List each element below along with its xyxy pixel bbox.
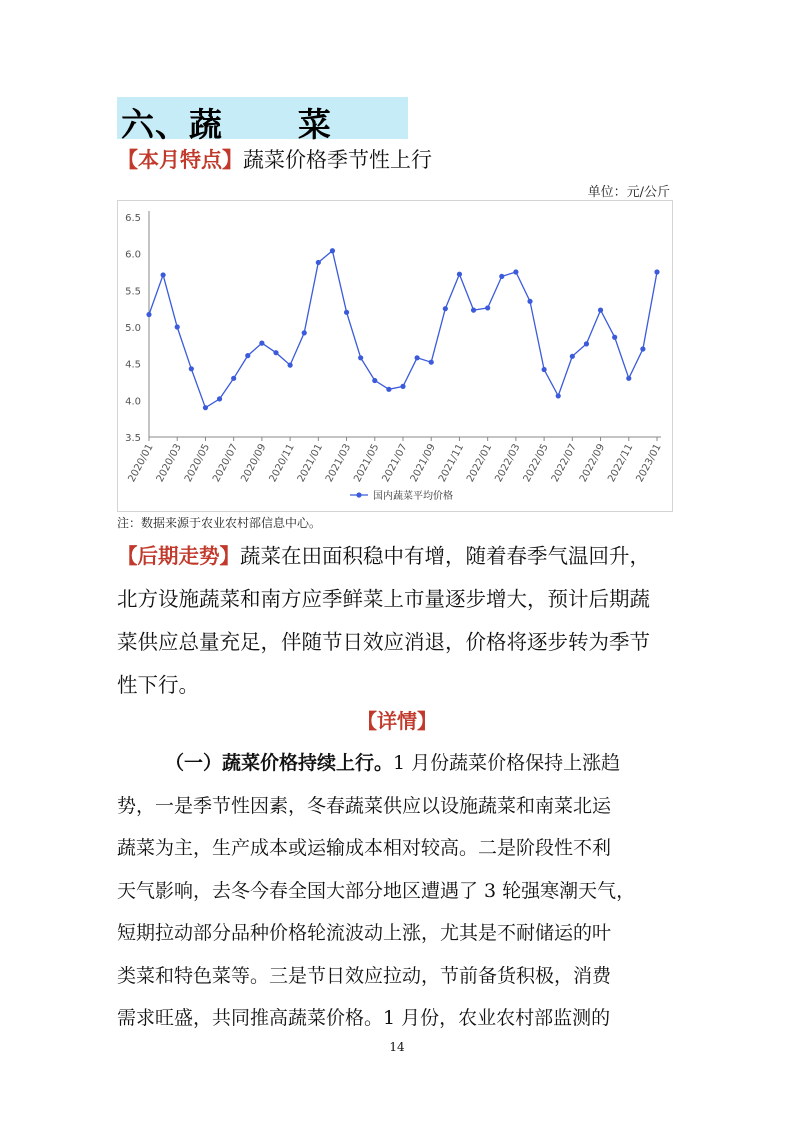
x-tick-label: 2020/11	[267, 442, 297, 485]
y-tick-label: 5.0	[125, 323, 141, 334]
details-line-4: 天气影响，去冬今春全国大部分地区遭遇了 3 轮强寒潮天气，	[117, 879, 636, 902]
data-point	[612, 335, 617, 340]
trend-line-4: 性下行。	[117, 673, 199, 697]
details-bold-lead: （一）蔬菜价格持续上行。	[165, 752, 394, 774]
x-tick-label: 2021/05	[352, 442, 382, 485]
details-line-6: 类菜和特色菜等。三是节日效应拉动，节前备货积极，消费	[117, 964, 612, 987]
trend-line-3: 菜供应总量充足，伴随节日效应消退，价格将逐步转为季节	[117, 630, 650, 654]
x-tick-label: 2021/11	[436, 442, 467, 485]
chart-svg	[118, 201, 672, 511]
details-line-1-rest: 1 月份蔬菜价格保持上涨趋	[393, 752, 621, 774]
data-point	[330, 248, 335, 253]
monthly-feature	[117, 146, 432, 174]
y-tick-label: 5.5	[125, 286, 141, 298]
x-tick-label: 2020/05	[182, 442, 213, 485]
data-point	[457, 272, 462, 277]
details-line-1	[117, 742, 677, 785]
x-tick-label: 2023/01	[634, 442, 664, 485]
data-point	[344, 310, 349, 315]
data-point	[513, 269, 518, 274]
data-point	[471, 308, 476, 313]
y-tick-label: 4.5	[125, 359, 141, 371]
x-tick-label: 2021/03	[323, 442, 354, 485]
data-point	[302, 330, 307, 335]
data-point	[273, 350, 278, 355]
x-tick-label: 2022/09	[577, 442, 608, 485]
details-body	[117, 742, 677, 1040]
data-point	[217, 396, 222, 401]
x-tick-label: 2020/03	[154, 442, 184, 485]
x-tick-label: 2022/07	[549, 442, 579, 485]
data-point	[372, 378, 377, 383]
y-tick-label: 4.0	[125, 396, 141, 408]
unit-label: 单位：元/公斤	[587, 185, 670, 200]
x-tick-label: 2021/07	[380, 442, 410, 485]
details-line-5: 短期拉动部分品种价格轮流波动上涨，尤其是不耐储运的叶	[117, 922, 612, 944]
data-point	[358, 355, 363, 360]
data-point	[316, 260, 321, 265]
details-line-3: 蔬菜为主，生产成本或运输成本相对较高。二是阶段性不利	[117, 837, 612, 859]
data-point	[245, 353, 250, 358]
data-point	[556, 393, 561, 398]
details-title: 【详情】	[357, 709, 437, 733]
section-title: 六、蔬 菜	[121, 105, 332, 144]
data-point	[288, 363, 293, 368]
x-tick-label: 2022/05	[521, 442, 551, 485]
y-tick-label: 6.0	[125, 249, 141, 261]
data-point	[499, 274, 504, 279]
data-point	[584, 341, 589, 346]
x-tick-label: 2022/11	[606, 442, 636, 485]
source-note: 注：数据来源于农业农村部信息中心。	[117, 516, 322, 530]
x-tick-label: 2022/01	[465, 442, 495, 485]
data-point	[231, 376, 236, 381]
data-point	[654, 269, 659, 274]
data-point	[400, 384, 405, 389]
page-number: 14	[389, 1040, 405, 1054]
data-point	[415, 355, 420, 360]
details-line-7: 需求旺盛，共同推高蔬菜价格。1 月份，农业农村部监测的	[117, 1007, 611, 1029]
data-point	[598, 308, 603, 313]
trend-tag: 【后期走势】	[117, 544, 240, 568]
data-point	[626, 376, 631, 381]
price-chart	[117, 200, 673, 512]
x-tick-label: 2020/07	[211, 442, 241, 485]
later-trend	[117, 535, 677, 707]
y-tick-label: 6.5	[125, 213, 141, 224]
data-point	[527, 299, 532, 304]
data-point	[485, 305, 490, 310]
data-point	[386, 387, 391, 392]
legend-marker	[356, 492, 361, 497]
data-point	[259, 341, 264, 346]
data-point	[175, 324, 180, 329]
x-tick-label: 2022/03	[493, 442, 523, 485]
section-heading	[117, 97, 408, 144]
data-point	[443, 306, 448, 311]
x-tick-label: 2020/01	[126, 442, 156, 485]
data-point	[189, 366, 194, 371]
data-point	[161, 272, 166, 277]
details-line-2: 势，一是季节性因素，冬春蔬菜供应以设施蔬菜和南菜北运	[117, 794, 612, 817]
data-point	[203, 405, 208, 410]
trend-line-1	[117, 535, 677, 578]
data-point	[146, 312, 151, 317]
y-tick-label: 3.5	[125, 433, 141, 444]
data-point	[429, 360, 434, 365]
x-tick-label: 2020/09	[239, 442, 269, 485]
trend-line-1-text: 蔬菜在田面积稳中有增，随着春季气温回升，	[240, 544, 650, 568]
feature-text: 蔬菜价格季节性上行	[243, 148, 432, 172]
x-tick-label: 2021/01	[295, 442, 325, 485]
trend-line-2: 北方设施蔬菜和南方应季鲜菜上市量逐步增大，预计后期蔬	[117, 587, 650, 611]
x-tick-label: 2021/09	[408, 442, 438, 485]
data-point	[570, 354, 575, 359]
legend-label: 国内蔬菜平均价格	[373, 491, 453, 502]
data-point	[542, 367, 547, 372]
feature-tag: 【本月特点】	[117, 148, 243, 172]
data-point	[640, 346, 645, 351]
